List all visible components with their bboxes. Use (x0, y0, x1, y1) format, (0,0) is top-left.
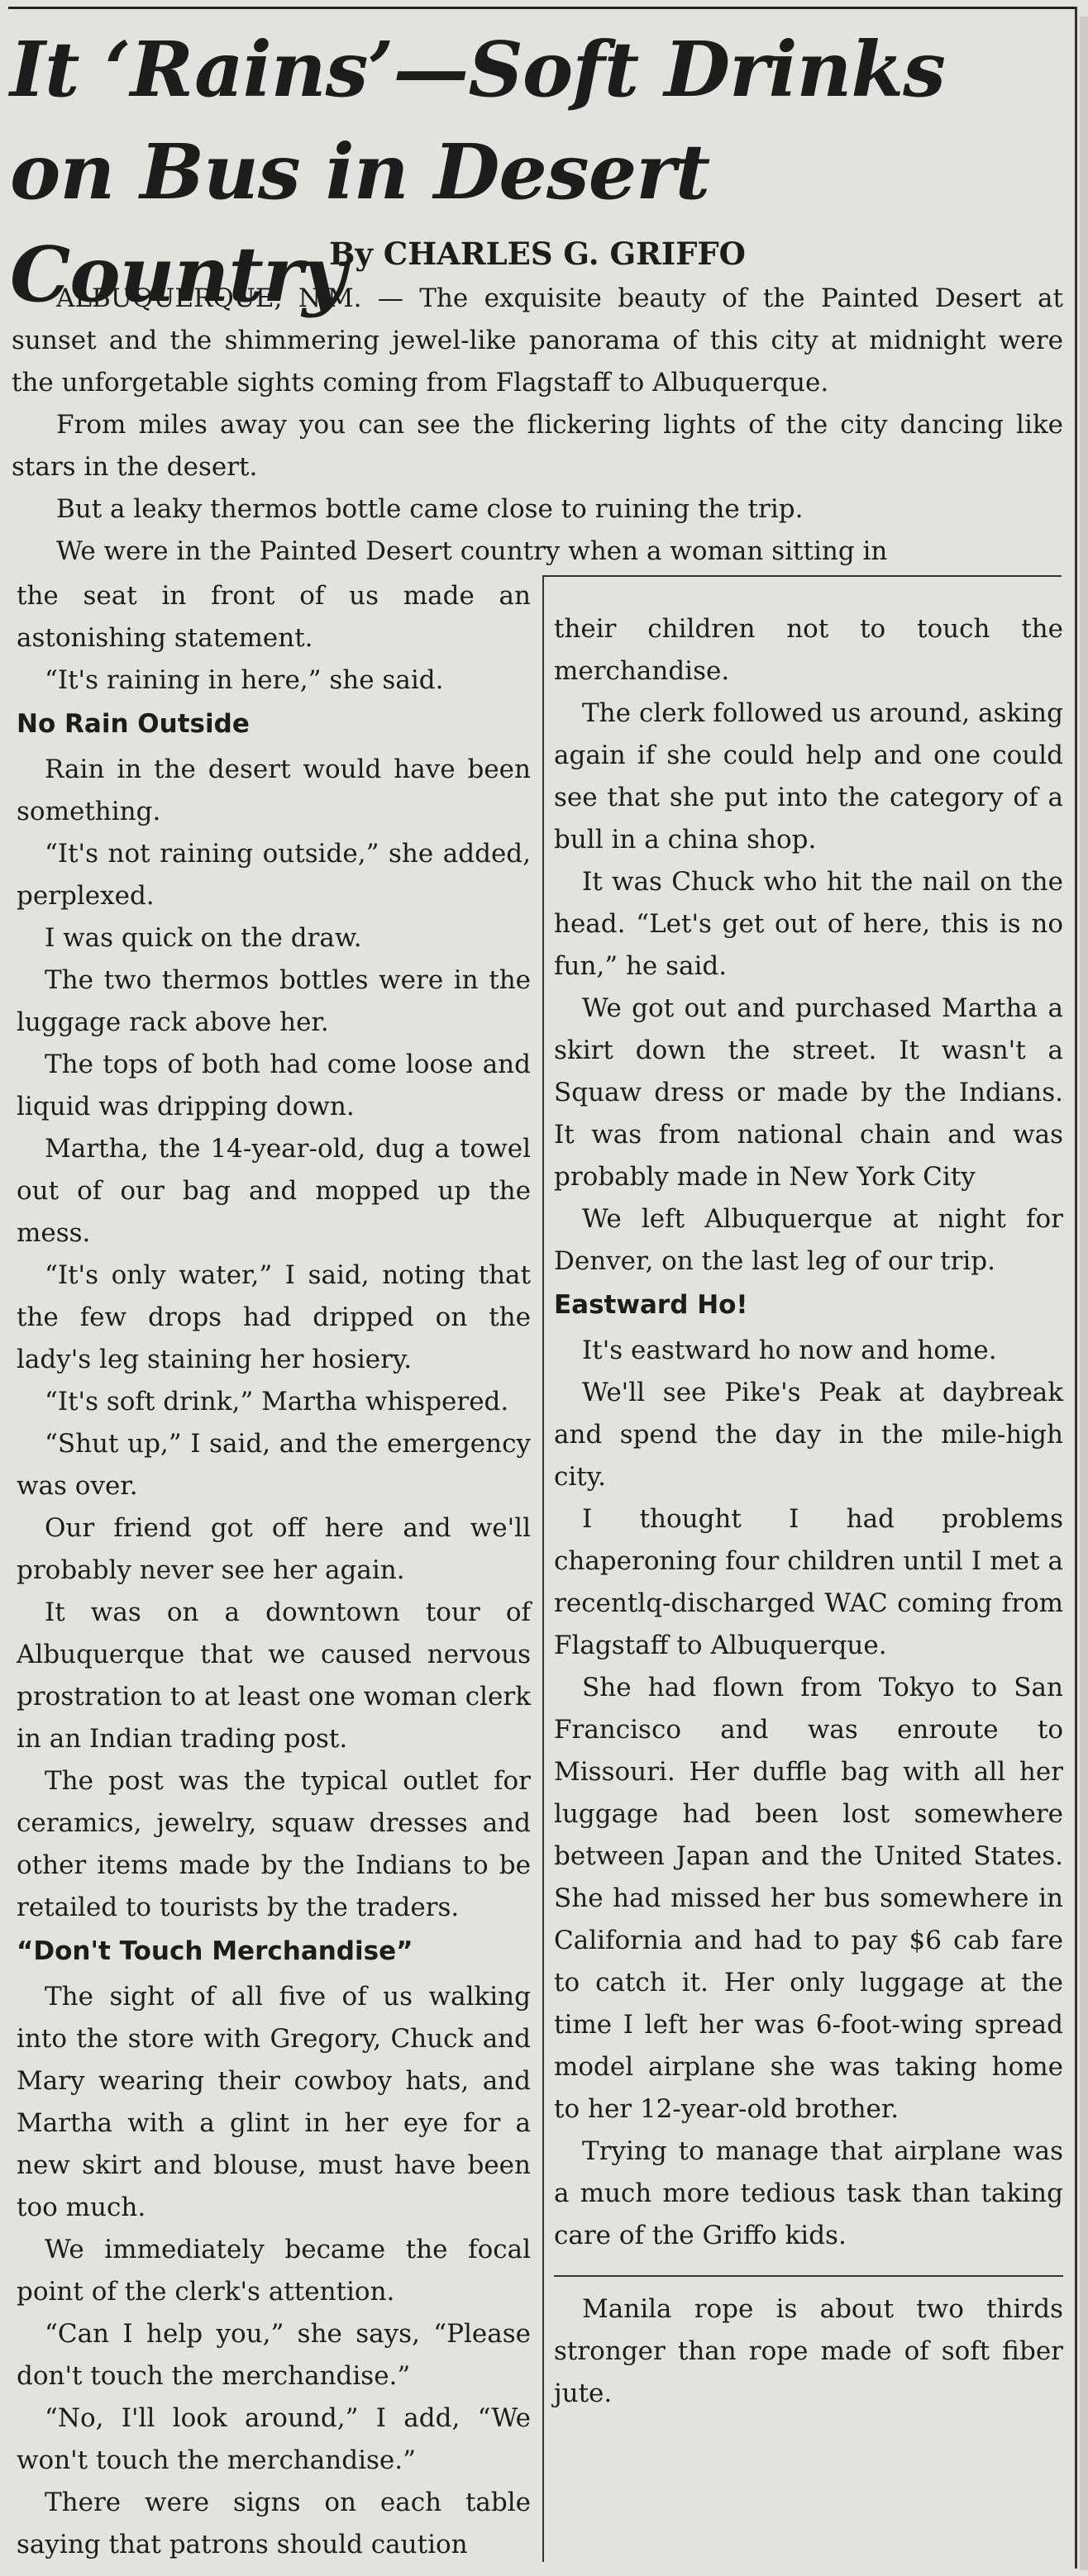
paragraph: “No, I'll look around,” I add, “We won't touch the merchandise.” (17, 2403, 531, 2475)
subheading: “Don't Touch Merchandise” (17, 1936, 413, 1966)
paragraph: The post was the typical outlet for ceramics, jewelry, squaw dresses and other items made by the Indians to be retailed to tourists by the traders. (17, 1766, 531, 1922)
column-divider-right (1075, 7, 1077, 2569)
paragraph: Martha, the 14-year-old, dug a towel out of our bag and mopped up the mess. (17, 1134, 531, 1248)
paragraph: the seat in front of us made an astonishing statement. (17, 581, 531, 653)
paragraph: “It's only water,” I said, noting that the few drops had dripped on the lady's leg staining her hosiery. (17, 1260, 531, 1374)
filler-item: Manila rope is about two thirds stronger than rope made of soft fiber jute. (554, 2294, 1063, 2408)
article-column-right (554, 608, 1063, 2415)
subheading: Eastward Ho! (554, 1290, 748, 1320)
column-top-rule (542, 575, 1062, 577)
paragraph: It was Chuck who hit the nail on the head. “Let's get out of here, this is no fun,” he said. (554, 867, 1063, 981)
paragraph: Trying to manage that airplane was a much more tedious task than taking care of the Griffo kids. (554, 2136, 1063, 2250)
paragraph: I was quick on the draw. (45, 923, 362, 953)
paragraph: We got out and purchased Martha a skirt down the street. It wasn't a Squaw dress or made by the Indians. It was from national chain and was probably made in New York City (554, 993, 1063, 1192)
paragraph: “It's not raining outside,” she added, perplexed. (17, 839, 531, 911)
paragraph: “It's soft drink,” Martha whispered. (45, 1387, 509, 1417)
adjacent-column-edge (1080, 17, 1088, 2570)
paragraph: The sight of all five of us walking into the store with Gregory, Chuck and Mary wearing their cowboy hats, and Martha with a glint in her eye for a new skirt and blouse, must have been too much. (17, 1982, 531, 2222)
paragraph: There were signs on each table saying that patrons should caution (17, 2488, 531, 2559)
subheading: No Rain Outside (17, 709, 250, 739)
paragraph: their children not to touch the merchandise. (554, 614, 1063, 686)
headline-line-2: on Bus in Desert Country (10, 127, 710, 319)
paragraph: “Can I help you,” she says, “Please don't touch the merchandise.” (17, 2319, 531, 2391)
intro-paragraph: But a leaky thermos bottle came close to ruining the trip. (56, 494, 804, 524)
article-column-left (17, 575, 531, 2566)
paragraph: We'll see Pike's Peak at daybreak and spend the day in the mile-high city. (554, 1378, 1063, 1492)
paragraph: She had flown from Tokyo to San Francisco and was enroute to Missouri. Her duffle bag with all her luggage had been lost somewhere between Japan and the United States. She had missed her bus somewhere in California and had to pay $6 cab fare to catch it. Her only luggage at the time I left her was 6-foot-wing spread model airplane she was taking home to her 12-year-old brother. (554, 1673, 1063, 2124)
paragraph: It's eastward ho now and home. (582, 1336, 997, 1365)
paragraph: “Shut up,” I said, and the emergency was over. (17, 1429, 531, 1501)
paragraph: We left Albuquerque at night for Denver, on the last leg of our trip. (554, 1204, 1063, 1276)
filler-rule (554, 2275, 1063, 2277)
article-intro (12, 278, 1063, 573)
top-rule (8, 7, 1075, 9)
intro-paragraph: From miles away you can see the flickering lights of the city dancing like stars in the desert. (12, 410, 1063, 482)
column-divider (542, 575, 544, 2562)
paragraph: I thought I had problems chaperoning four children until I met a recentlq-discharged WAC coming from Flagstaff to Albuquerque. (554, 1504, 1063, 1660)
intro-paragraph: We were in the Painted Desert country when a woman sitting in (56, 536, 888, 566)
paragraph: The clerk followed us around, asking again if she could help and one could see that she put into the category of a bull in a china shop. (554, 698, 1063, 855)
byline: By CHARLES G. GRIFFO (329, 236, 746, 272)
paragraph: It was on a downtown tour of Albuquerque that we caused nervous prostration to at least one woman clerk in an Indian trading post. (17, 1598, 531, 1754)
paragraph: “It's raining in here,” she said. (45, 665, 444, 695)
headline-line-1: It ‘Rains’—Soft Drinks (10, 25, 945, 114)
paragraph: Rain in the desert would have been something. (17, 755, 531, 826)
paragraph: The two thermos bottles were in the luggage rack above her. (17, 965, 531, 1037)
intro-paragraph: ALBUQUERQUE, N.M. — The exquisite beauty of the Painted Desert at sunset and the shimmering jewel-like panorama of this city at midnight were the unforgetable sights coming from Flagstaff to Albuquerque. (12, 283, 1063, 398)
paragraph: We immediately became the focal point of the clerk's attention. (17, 2235, 531, 2307)
paragraph: Our friend got off here and we'll probably never see her again. (17, 1513, 531, 1585)
paragraph: The tops of both had come loose and liquid was dripping down. (17, 1050, 531, 1121)
